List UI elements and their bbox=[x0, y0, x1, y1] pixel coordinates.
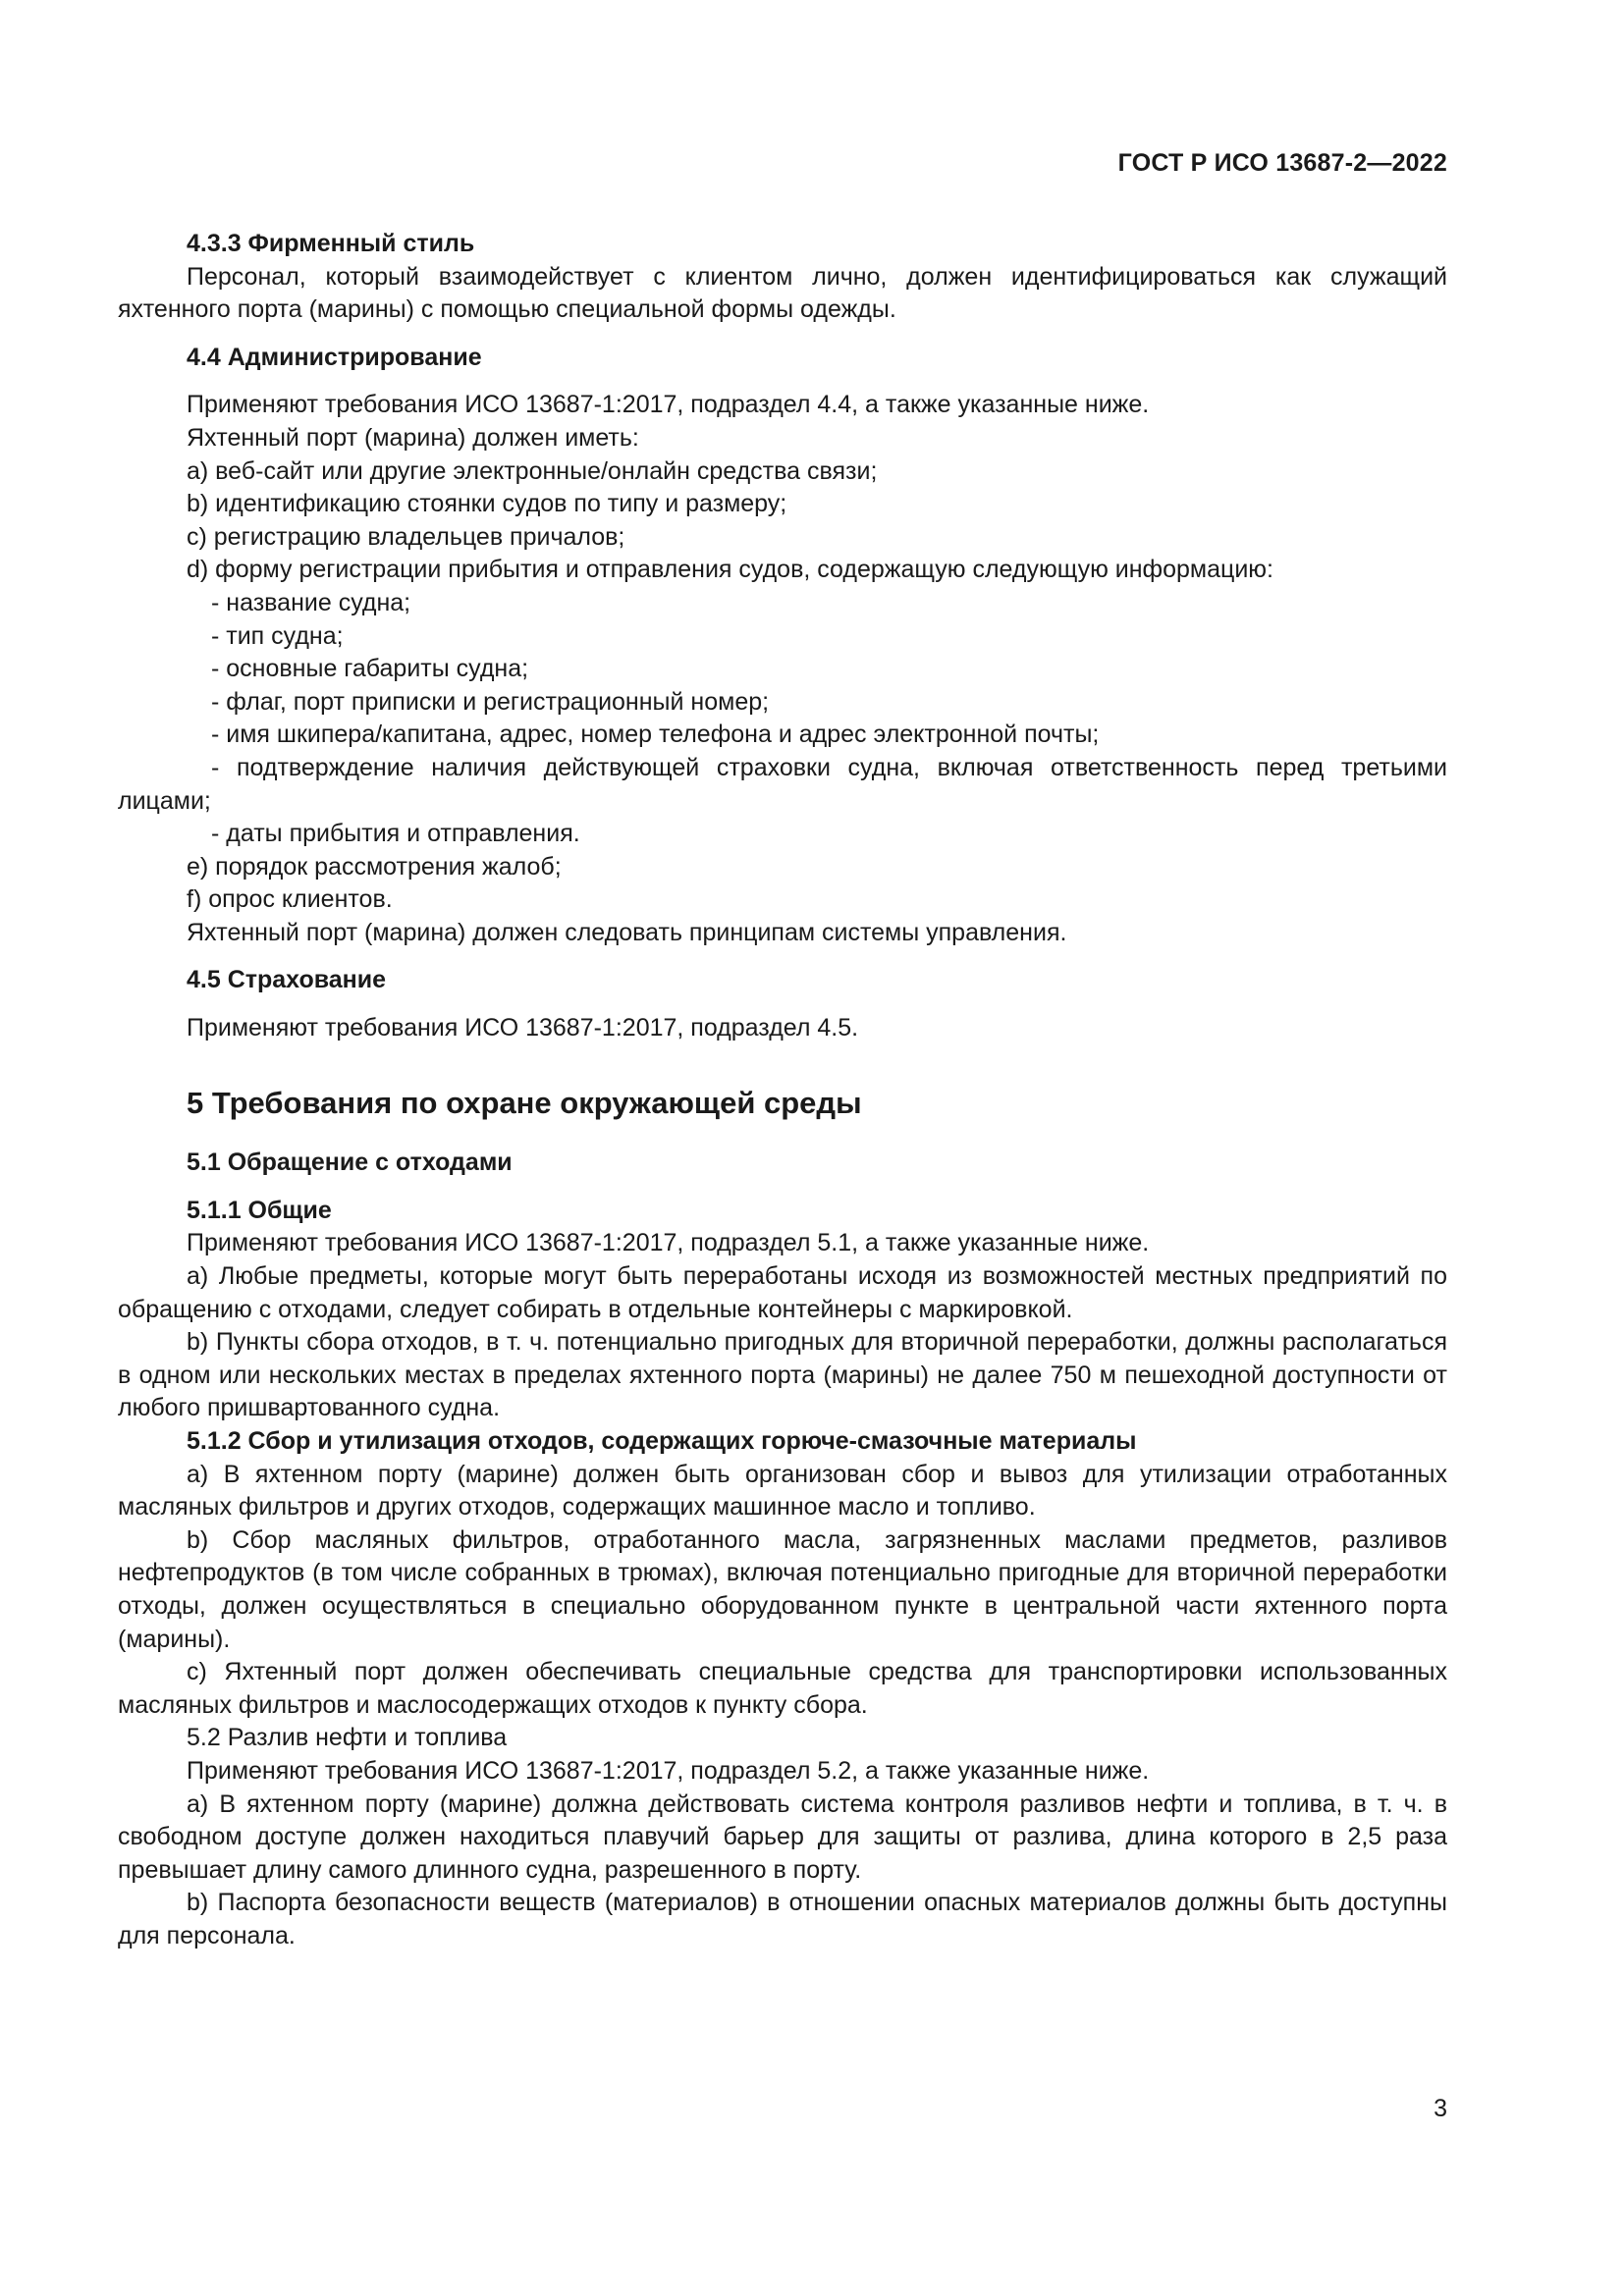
sub-list-item: - имя шкипера/капитана, адрес, номер телефона и адрес электронной почты; bbox=[211, 721, 1100, 749]
paragraph: a) В яхтенном порту (марине) должна действовать система контроля разливов нефти и топлива, в т. ч. в свободном доступе должен находиться плавучий барьер для защиты от разлива, длина которого в 2,5 раза превышает длину самого длинного судна, разрешенного в порту. bbox=[118, 1789, 1447, 1884]
sub-list-item: - даты прибытия и отправления. bbox=[211, 820, 580, 848]
sub-list-item: - флаг, порт приписки и регистрационный номер; bbox=[211, 687, 770, 716]
paragraph: Яхтенный порт (марина) должен иметь: bbox=[187, 423, 639, 452]
list-item: b) идентификацию стоянки судов по типу и размеру; bbox=[187, 490, 787, 518]
sub-list-item: - тип судна; bbox=[211, 621, 344, 650]
paragraph: b) Сбор масляных фильтров, отработанного масла, загрязненных маслами предметов, разливов нефтепродуктов (в том числе собранных в трюмах), включая потенциально пригодные для вторичной переработки отходы, должен осуществляться в специально оборудованном пункте в центральной части яхтенного порта (марины). bbox=[118, 1525, 1447, 1653]
heading-5-1: 5.1 Обращение с отходами bbox=[187, 1148, 513, 1177]
list-item: d) форму регистрации прибытия и отправления судов, содержащую следующую информацию: bbox=[187, 556, 1273, 584]
paragraph: Персонал, который взаимодействует с клиентом лично, должен идентифицироваться как служащий яхтенного порта (марины) с помощью специальной формы одежды. bbox=[118, 262, 1447, 324]
paragraph: b) Пункты сбора отходов, в т. ч. потенциально пригодных для вторичной переработки, должны располагаться в одном или нескольких местах в пределах яхтенного порта (марины) не далее 750 м пешеходной доступности от любого пришвартованного судна. bbox=[118, 1328, 1447, 1422]
sub-list-item: - подтверждение наличия действующей страховки судна, включая ответственность перед третьими лицами; bbox=[118, 753, 1447, 815]
heading-5-2: 5.2 Разлив нефти и топлива bbox=[187, 1724, 508, 1752]
list-item: a) веб-сайт или другие электронные/онлайн средства связи; bbox=[187, 456, 878, 485]
paragraph: a) Любые предметы, которые могут быть переработаны исходя из возможностей местных предприятий по обращению с отходами, следует собирать в отдельные контейнеры с маркировкой. bbox=[118, 1262, 1447, 1323]
sub-list-item: - основные габариты судна; bbox=[211, 655, 529, 683]
sub-list-item: - название судна; bbox=[211, 588, 411, 616]
heading-section-5: 5 Требования по охране окружающей среды bbox=[187, 1085, 862, 1120]
page-content bbox=[118, 228, 1447, 1953]
paragraph: Применяют требования ИСО 13687-1:2017, подраздел 4.4, а также указанные ниже. bbox=[187, 391, 1150, 419]
list-item: e) порядок рассмотрения жалоб; bbox=[187, 852, 562, 881]
paragraph: b) Паспорта безопасности веществ (материалов) в отношении опасных материалов должны быть доступны для персонала. bbox=[118, 1889, 1447, 1949]
heading-4-4: 4.4 Администрирование bbox=[187, 343, 482, 371]
paragraph: Применяют требования ИСО 13687-1:2017, подраздел 5.2, а также указанные ниже. bbox=[187, 1756, 1150, 1785]
heading-4-3-3: 4.3.3 Фирменный стиль bbox=[187, 230, 475, 257]
list-item: f) опрос клиентов. bbox=[187, 885, 393, 914]
paragraph: Применяют требования ИСО 13687-1:2017, подраздел 5.1, а также указанные ниже. bbox=[187, 1229, 1150, 1257]
paragraph: a) В яхтенном порту (марине) должен быть организован сбор и вывоз для утилизации отработанных масляных фильтров и других отходов, содержащих машинное масло и топливо. bbox=[118, 1460, 1447, 1522]
heading-5-1-2: 5.1.2 Сбор и утилизация отходов, содержащих горюче-смазочные материалы bbox=[187, 1427, 1137, 1455]
heading-4-5: 4.5 Страхование bbox=[187, 966, 387, 994]
page-number: 3 bbox=[1434, 2095, 1447, 2122]
list-item: c) регистрацию владельцев причалов; bbox=[187, 522, 625, 551]
heading-5-1-1: 5.1.1 Общие bbox=[187, 1196, 332, 1224]
paragraph: c) Яхтенный порт должен обеспечивать специальные средства для транспортировки использованных масляных фильтров и маслосодержащих отходов к пункту сбора. bbox=[118, 1658, 1447, 1719]
paragraph: Яхтенный порт (марина) должен следовать принципам системы управления. bbox=[187, 918, 1067, 946]
document-code: ГОСТ Р ИСО 13687-2—2022 bbox=[1117, 149, 1447, 177]
paragraph: Применяют требования ИСО 13687-1:2017, подраздел 4.5. bbox=[187, 1014, 859, 1042]
